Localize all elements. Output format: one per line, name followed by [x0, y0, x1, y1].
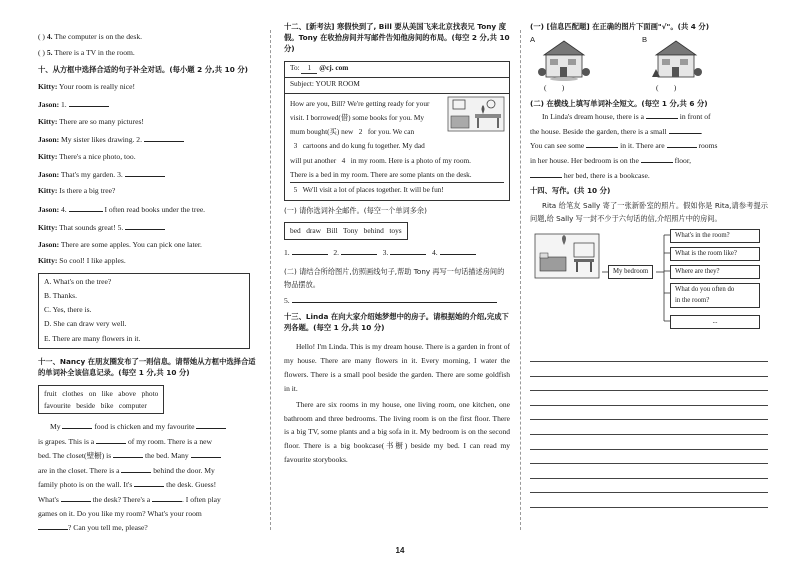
word-bank-row: fruit clothes on like above photo	[44, 388, 159, 398]
mind-map-center: My bedroom	[608, 265, 653, 278]
answer-blank[interactable]	[96, 435, 126, 444]
passage-text: the desk. Guess!	[164, 480, 217, 490]
passage-line	[38, 521, 256, 535]
dialog-text: There's a nice photo, too.	[57, 151, 136, 161]
passage-line	[38, 493, 256, 507]
email-line: will put another 4 in my room. Here is a photo of my room.	[290, 155, 471, 165]
answer-blank[interactable]	[530, 169, 562, 178]
answer-blank[interactable]	[121, 464, 151, 473]
fill-text: floor,	[672, 156, 691, 166]
word-bank: bed draw Bill Tony behind toys	[284, 222, 408, 240]
linda-fill-passage	[530, 110, 768, 184]
passage-text: the bed. Many	[143, 451, 191, 461]
dialog-line	[38, 152, 256, 162]
passage-text: My	[50, 422, 63, 432]
option-item: C. Yes, there is.	[44, 305, 92, 315]
writing-line[interactable]	[530, 391, 768, 406]
email-line: mum bought(买) new 2 for you. We can	[290, 127, 415, 137]
answer-row-5: 5.	[284, 294, 510, 306]
column-divider	[520, 30, 521, 530]
dialog-text: That sounds great! 5.	[57, 223, 126, 233]
fill-line	[530, 169, 768, 184]
dialog-text: So cool! I like apples.	[57, 256, 126, 266]
writing-line[interactable]	[530, 479, 768, 494]
house-b-icon	[650, 39, 702, 81]
dialog-line	[38, 82, 256, 92]
answer-blank[interactable]	[61, 493, 91, 502]
answer-blank[interactable]	[390, 246, 426, 255]
dialog-line	[38, 133, 256, 145]
writing-area[interactable]	[530, 347, 768, 508]
fill-text: rooms	[696, 141, 718, 151]
dialog	[38, 82, 256, 267]
email-line: 5 We'll visit a lot of places together. It will be fun!	[290, 185, 444, 195]
answer-blank[interactable]	[641, 154, 673, 163]
dialog-text: 4.	[59, 204, 69, 214]
house-a-icon	[538, 39, 590, 81]
col3-sub1-title: (一) [信息匹配题] 在正确的图片下面画"√"。(共 4 分)	[530, 22, 710, 31]
speaker-name: Kitty:	[38, 186, 58, 196]
dialog-line	[38, 186, 256, 196]
dialog-line	[38, 221, 256, 233]
writing-line[interactable]	[530, 420, 768, 435]
answer-row: 1. 2. 3. 4.	[284, 246, 510, 258]
linda-paragraph-2: There are six rooms in my house, one living room, one kitchen, one bathroom and three bedrooms. The living room is on the first floor. There is a big TV, some plants and a big sofa in it. My bedroom is on the second floor. There is a big bookcase(书橱) beside my bed. I can read my favourite storybooks.	[284, 399, 510, 465]
col3-sub2-title: (二) 在横线上填写单词补全短文。(每空 1 分,共 6 分)	[530, 98, 708, 108]
email-body	[285, 94, 509, 201]
option-item: D. She can draw very well.	[44, 319, 127, 329]
dialog-text: Your room is really nice!	[57, 81, 136, 91]
answer-blank[interactable]	[62, 420, 92, 429]
page-number: 14	[395, 546, 405, 555]
linda-paragraph-1: Hello! I'm Linda. This is my dream house. There is a garden in front of my house. There are many flowers in it. Every morning, I water the flowers. There is a small pool beside the garden. There are some goldfish in it.	[284, 342, 510, 393]
fill-text: the house. Beside the garden, there is a small	[530, 126, 669, 136]
email-box	[284, 61, 510, 202]
answer-blank[interactable]	[646, 110, 678, 119]
dialog-line	[38, 117, 256, 127]
section-12-title: 十二、[新考法] 寒假快到了, Bill 要从美国飞来北京找表兄 Tony 度假。Tony 在收拾房间并写邮件告知他房间的布局。(每空 2 分,共 10 分)	[284, 22, 510, 53]
picture-b-label: B	[642, 34, 648, 44]
answer-blank[interactable]	[440, 246, 476, 255]
passage-text: What's	[38, 494, 61, 504]
nancy-passage	[38, 420, 256, 535]
passage-text: of my room. There is a new	[126, 436, 212, 446]
house-pictures	[530, 35, 768, 97]
answer-blank[interactable]	[292, 294, 497, 303]
passage-text: ? Can you tell me, please?	[68, 523, 148, 533]
section-14-title: 十四、写作。(共 10 分)	[530, 185, 611, 195]
answer-blank[interactable]	[144, 133, 184, 142]
mind-map-node: Where are they?	[670, 265, 760, 278]
writing-line[interactable]	[530, 435, 768, 450]
writing-line[interactable]	[530, 377, 768, 392]
passage-line	[38, 435, 256, 449]
fill-text: In Linda's dream house, there is a	[542, 111, 646, 121]
speaker-name: Kitty:	[38, 151, 58, 161]
writing-line[interactable]	[530, 493, 768, 508]
word-bank	[38, 385, 164, 415]
speaker-name: Jason:	[38, 239, 60, 249]
passage-text: . I often play	[182, 494, 221, 504]
dialog-line	[38, 240, 256, 250]
passage-text: games on it. Do you like my room? What's your room	[38, 508, 202, 518]
speaker-name: Kitty:	[38, 223, 58, 233]
speaker-name: Kitty:	[38, 256, 58, 266]
middle-column	[284, 22, 510, 469]
sub2-title: (二) 请结合所给图片,仿照画线句子,帮助 Tony 再写一句话描述房间的物品摆放。	[284, 266, 505, 290]
answer-blank[interactable]	[152, 493, 182, 502]
speaker-name: Jason:	[38, 135, 60, 145]
email-to: To: 1 @cj. com	[285, 62, 509, 78]
fill-line	[530, 125, 768, 140]
dialog-text: I often read books under the tree.	[102, 204, 206, 214]
writing-line[interactable]	[530, 450, 768, 465]
speaker-name: Jason:	[38, 170, 60, 179]
section-11-title: 十一、Nancy 在朋友圈发布了一则信息。请帮她从方框中选择合适的单词补全该信息记录。(每空 1 分,共 10 分)	[38, 356, 256, 377]
passage-line	[38, 449, 256, 463]
answer-paren-a[interactable]: ( )	[544, 82, 565, 92]
email-subject: Subject: YOUR ROOM	[285, 78, 509, 94]
writing-line[interactable]	[530, 362, 768, 377]
tf-item-4: ( ) 4. The computer is on the desk.	[38, 32, 143, 41]
passage-line	[38, 420, 256, 434]
passage-line	[38, 478, 256, 492]
fill-text: her bed, there is a bookcase.	[562, 171, 650, 181]
answer-blank[interactable]	[69, 203, 103, 212]
answer-blank[interactable]	[113, 449, 143, 458]
passage-text: is grapes. This is a	[38, 436, 97, 446]
passage-text: bed. The closet(壁橱) is	[38, 451, 114, 461]
fill-text: You can see some	[530, 141, 587, 151]
dialog-text: That's my garden. 3.	[59, 170, 125, 179]
answer-blank[interactable]	[134, 478, 164, 487]
fill-line	[530, 139, 768, 154]
speaker-name: Kitty:	[38, 116, 58, 126]
dialog-line	[38, 168, 256, 180]
mind-map	[530, 229, 768, 341]
dialog-text: There are some apples. You can pick one later.	[59, 239, 202, 249]
answer-blank[interactable]	[38, 521, 68, 530]
email-line: How are you, Bill? We're getting ready for your	[290, 98, 430, 108]
mind-map-node: ...	[670, 315, 760, 328]
sub1-title: (一) 请你选词补全邮件。(每空一个单词多余)	[284, 206, 427, 216]
writing-line[interactable]	[530, 406, 768, 421]
answer-blank[interactable]	[586, 139, 618, 148]
section-10-title: 十、从方框中选择合适的句子补全对话。(每小题 2 分,共 10 分)	[38, 64, 248, 74]
section-13-title: 十三、Linda 在向大家介绍她梦想中的房子。请根据她的介绍,完成下列各题。(每空 1 分,共 10 分)	[284, 312, 509, 333]
passage-text: are in the closet. There is a	[38, 465, 122, 475]
dialog-text: My sister likes drawing. 2.	[59, 135, 144, 145]
mind-map-node-multiline: What do you often do in the room?	[670, 283, 760, 307]
column-divider	[270, 30, 271, 530]
option-item: E. There are many flowers in it.	[44, 333, 141, 343]
passage-text: the desk? There's a	[90, 494, 152, 504]
speaker-name: Jason:	[38, 100, 60, 110]
answer-paren-b[interactable]: ( )	[656, 82, 677, 92]
left-column	[38, 22, 256, 536]
writing-line[interactable]	[530, 347, 768, 362]
speaker-name: Jason:	[38, 204, 60, 214]
answer-blank[interactable]	[292, 246, 328, 255]
email-line: visit. I borrowed(借) some books for you. My	[290, 113, 424, 123]
email-line: 3 cartoons and do kung fu together. My dad	[290, 141, 425, 151]
answer-blank[interactable]	[69, 98, 109, 107]
email-line-underlined: There is a bed in my room. There are some plants on the desk.	[290, 168, 504, 183]
answer-blank[interactable]	[667, 139, 697, 148]
passage-line	[38, 507, 256, 521]
section-14-desc: Rita 给笔友 Sally 寄了一张新卧室的照片。假如你是 Rita,请参考提示问题,给 Sally 写一封不少于六句话的信,介绍照片中的房间。	[530, 200, 768, 224]
speaker-name: Kitty:	[38, 81, 58, 91]
room-photo-icon	[447, 96, 505, 132]
passage-text: food is chicken and my favourite	[92, 422, 197, 432]
mind-map-node: What is the room like?	[670, 247, 760, 260]
option-item: A. What's on the tree?	[44, 276, 112, 286]
options-box	[38, 273, 250, 349]
fill-text: .	[700, 126, 703, 136]
passage-text: behind the door. My	[151, 465, 215, 475]
answer-blank[interactable]	[196, 420, 226, 429]
picture-a-label: A	[530, 34, 536, 44]
answer-blank[interactable]	[341, 246, 377, 255]
dialog-line	[38, 98, 256, 110]
dialog-text: Is there a big tree?	[57, 186, 116, 196]
option-item: B. Thanks.	[44, 290, 77, 300]
passage-text: family photo is on the wall. It's	[38, 480, 135, 490]
answer-blank[interactable]	[669, 125, 701, 134]
writing-line[interactable]	[530, 464, 768, 479]
fill-line	[530, 110, 768, 125]
dialog-text: There are so many pictures!	[57, 116, 144, 126]
answer-blank[interactable]	[191, 449, 221, 458]
word-bank-row: favourite beside bike computer	[44, 400, 147, 410]
fill-text: in her house. Her bedroom is on the	[530, 156, 641, 166]
answer-blank[interactable]	[125, 168, 165, 177]
fill-text: in it. There are	[618, 141, 667, 151]
mind-map-node: What's in the room?	[670, 229, 760, 242]
passage-line	[38, 464, 256, 478]
fill-text: in front of	[677, 111, 711, 121]
tf-item-5: ( ) 5. There is a TV in the room.	[38, 48, 135, 58]
dialog-text: 1.	[59, 100, 69, 110]
dialog-line	[38, 256, 256, 266]
fill-line	[530, 154, 768, 169]
answer-blank[interactable]	[125, 221, 165, 230]
dialog-line	[38, 203, 256, 215]
right-column	[530, 22, 768, 508]
